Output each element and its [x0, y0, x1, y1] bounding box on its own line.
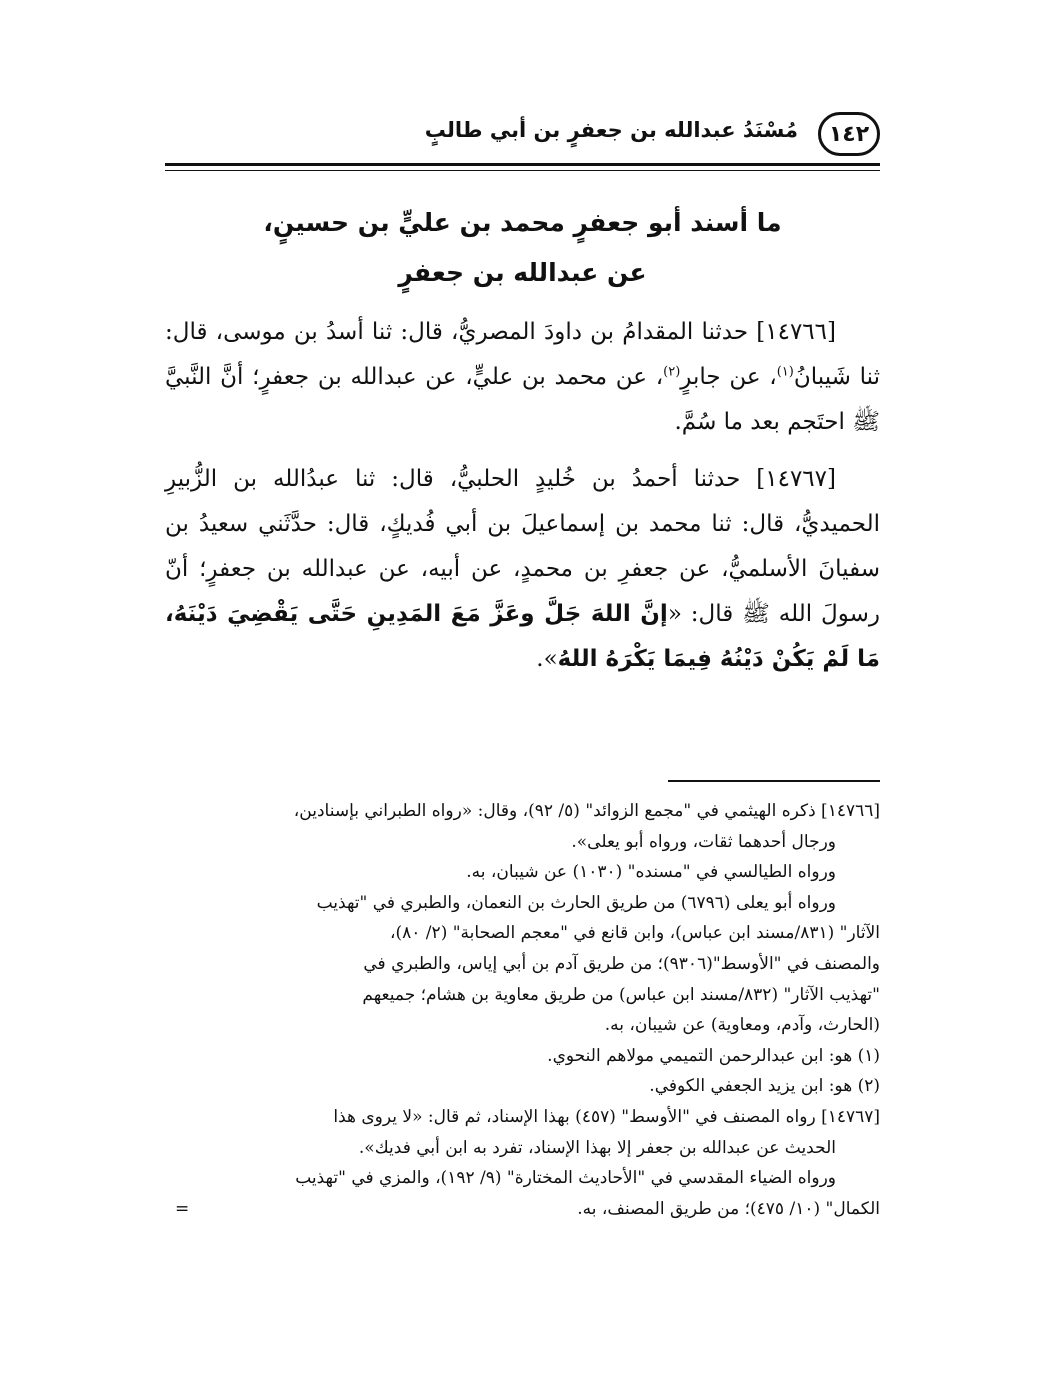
- footnote-line: [165, 1194, 880, 1225]
- hadith-text: ».: [536, 646, 558, 672]
- header-rule-thin: [165, 170, 880, 171]
- footnote-line: الآثار" (٨٣١/مسند ابن عباس)، وابن قانع في "معجم الصحابة" (٢/ ٨٠)،: [390, 923, 880, 944]
- page-number-badge: [818, 112, 880, 156]
- footnote-line: الحديث عن عبدالله بن جعفر إلا بهذا الإسناد، تفرد به ابن أبي فديك».: [358, 1137, 836, 1158]
- page-number: ١٤٢: [828, 121, 870, 147]
- footnote-text: الكمال" (١٠/ ٤٧٥)؛ من طريق المصنف، به.: [577, 1198, 880, 1219]
- footnote-line: ورواه الضياء المقدسي في "الأحاديث المختارة" (٩/ ١٩٢)، والمزي في "تهذيب: [295, 1168, 836, 1189]
- footnote-line: والمصنف في "الأوسط"(٩٣٠٦)؛ من طريق آدم بن أبي إياس، والطبري في: [363, 953, 880, 974]
- chapter-heading-line-2: عن عبدالله بن جعفرٍ: [398, 258, 647, 287]
- footnote-line: ورواه أبو يعلى (٦٧٩٦) من طريق الحارث بن النعمان، والطبري في "تهذيب: [316, 892, 836, 913]
- footnotes: [165, 796, 880, 1224]
- footnote-ref-1[interactable]: (١): [776, 364, 794, 380]
- header-rule-thick: [165, 163, 880, 166]
- continuation-mark: =: [175, 1198, 190, 1219]
- footnote-line: [١٤٧٦٦] ذكره الهيثمي في "مجمع الزوائد" (٥/ ٩٢)، وقال: «رواه الطبراني بإسنادين،: [293, 801, 880, 821]
- footnote-line: [١٤٧٦٧] رواه المصنف في "الأوسط" (٤٥٧) بهذا الإسناد، ثم قال: «لا يروى هذا: [333, 1106, 880, 1127]
- chapter-heading: [165, 198, 880, 298]
- footnote-ref-2[interactable]: (٢): [663, 364, 681, 380]
- running-title: مُسْنَدُ عبدالله بن جعفرٍ بن أبي طالبٍ: [424, 118, 798, 142]
- main-text: [165, 310, 880, 694]
- page-header: [165, 112, 880, 164]
- hadith-text: ، عن جابرٍ: [680, 364, 777, 390]
- hadith-text: [١٤٧٦٧] حدثنا أحمدُ بن خُليدٍ الحلبيُّ، قال: ثنا عبدُالله بن الزُّبيرِ الحميديُّ، قال: ثنا محمد بن إسماعيلَ بن أبي فُديكٍ، قال: حدَّثَني سعيدُ بن سفيانَ الأسلميُّ، عن جعفرِ بن محمدٍ، عن أبيه، عن عبدالله بن جعفرٍ؛ أنّ رسولَ الله ﷺ قال: «: [165, 466, 880, 627]
- chapter-heading-line-1: ما أسند أبو جعفرٍ محمد بن عليٍّ بن حسينٍ،: [263, 208, 782, 237]
- hadith-text: [١٤٧٦٦] حدثنا المقدامُ بن داودَ المصريُّ، قال: ثنا أسدُ بن موسى، قال: ثنا شَيبانُ: [165, 319, 880, 390]
- hadith-text: ، عن محمد بن عليٍّ، عن عبدالله بن جعفرٍ؛ أنَّ النَّبيَّ ﷺ احتَجم بعد ما سُمَّ.: [165, 364, 880, 435]
- hadith-14767: [165, 457, 880, 682]
- footnote-separator: [668, 780, 880, 782]
- footnote-2: (٢) هو: ابن يزيد الجعفي الكوفي.: [649, 1076, 880, 1097]
- footnote-line: (الحارث، وآدم، ومعاوية) عن شيبان، به.: [604, 1015, 880, 1036]
- prophetic-quote: إنَّ اللهَ جَلَّ وعَزَّ مَعَ المَدِينِ حَتَّى يَقْضِيَ دَيْنَهُ، مَا لَمْ يَكُنْ دَيْنُهُ فِيمَا يَكْرَهُ اللهُ: [165, 601, 880, 672]
- footnote-line: "تهذيب الآثار" (٨٣٢/مسند ابن عباس) من طريق معاوية بن هشام؛ جميعهم: [362, 984, 880, 1005]
- footnote-line: ورجال أحدهما ثقات، ورواه أبو يعلى».: [571, 831, 836, 852]
- hadith-14766: [165, 310, 880, 445]
- footnote-1: (١) هو: ابن عبدالرحمن التميمي مولاهم النحوي.: [547, 1045, 880, 1066]
- footnote-line: ورواه الطيالسي في "مسنده" (١٠٣٠) عن شيبان، به.: [466, 862, 836, 883]
